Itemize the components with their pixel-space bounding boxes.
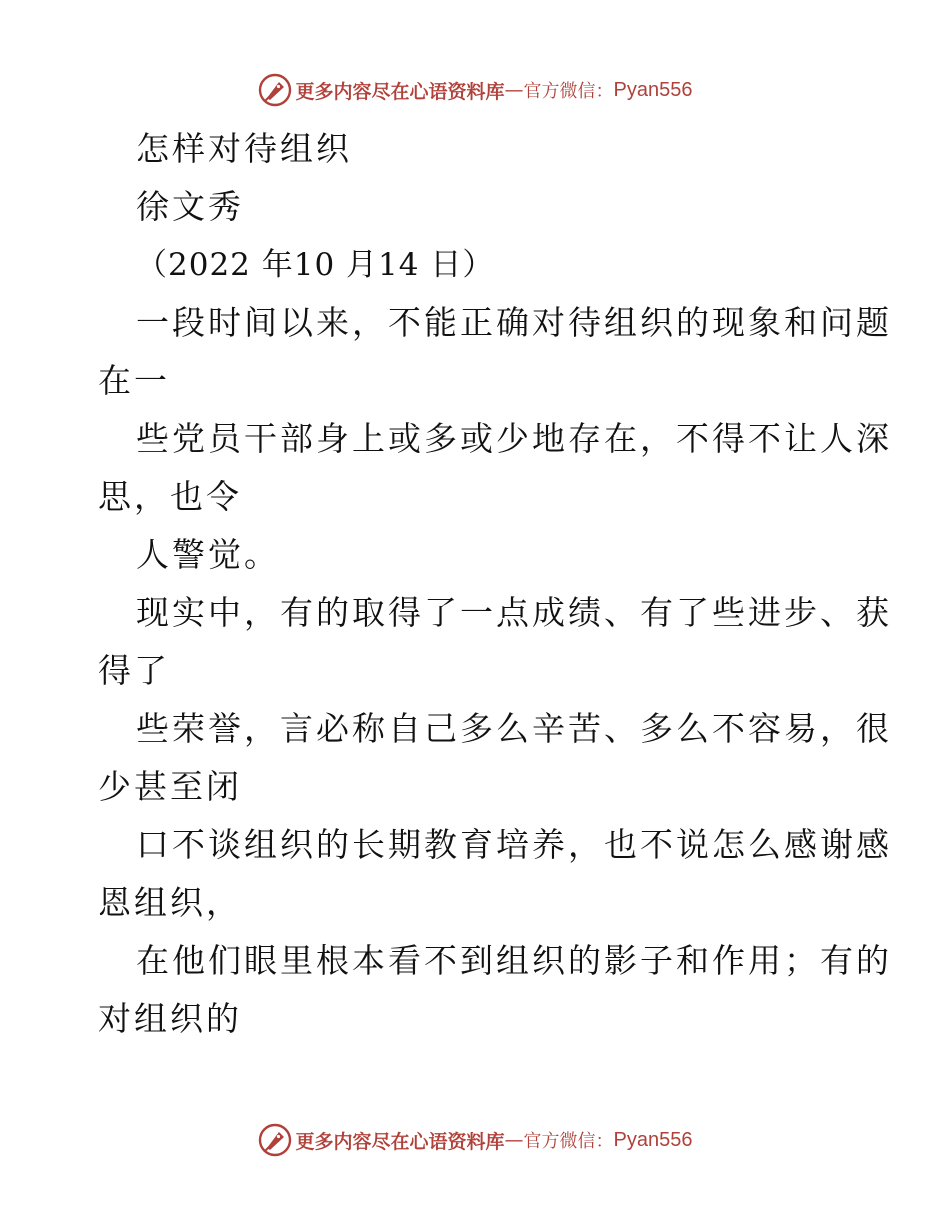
banner-wechat-id: Pyan556 bbox=[613, 78, 693, 101]
paragraph-line: 口不谈组织的长期教育培养，也不说怎么感谢感 bbox=[136, 825, 892, 864]
banner-wechat-id: Pyan556 bbox=[613, 1128, 693, 1151]
footer-banner bbox=[0, 1120, 950, 1160]
paragraph-line: 少甚至闭 bbox=[98, 767, 242, 806]
banner-title: 更多内容尽在心语资料库 bbox=[295, 80, 505, 103]
paragraph-line: 些荣誉，言必称自己多么辛苦、多么不容易，很 bbox=[136, 709, 892, 748]
banner-title: 更多内容尽在心语资料库 bbox=[295, 1130, 505, 1153]
paragraph-line: 对组织的 bbox=[98, 999, 242, 1038]
pen-nib-logo-icon bbox=[258, 73, 292, 107]
paragraph-line: 在一 bbox=[98, 361, 170, 400]
header-banner bbox=[0, 70, 950, 110]
banner-dash: — bbox=[504, 79, 524, 101]
doc-author: 徐文秀 bbox=[136, 187, 244, 226]
paragraph-line: 得了 bbox=[98, 651, 170, 690]
paragraph-line: 人警觉。 bbox=[136, 535, 280, 574]
paragraph-line: 一段时间以来，不能正确对待组织的现象和问题 bbox=[136, 303, 892, 342]
paragraph-line: 在他们眼里根本看不到组织的影子和作用；有的 bbox=[136, 941, 892, 980]
paragraph-line: 思，也令 bbox=[98, 477, 242, 516]
pen-nib-logo-icon bbox=[258, 1123, 292, 1157]
doc-date: （2022 年10 月14 日） bbox=[136, 247, 495, 283]
banner-dash: — bbox=[504, 1129, 524, 1151]
paragraph-line: 些党员干部身上或多或少地存在，不得不让人深 bbox=[136, 419, 892, 458]
paragraph-line: 现实中，有的取得了一点成绩、有了些进步、获 bbox=[136, 593, 892, 632]
doc-title: 怎样对待组织 bbox=[136, 129, 352, 168]
banner-wechat-label: 官方微信： bbox=[523, 1131, 614, 1152]
paragraph-line: 恩组织， bbox=[98, 883, 242, 922]
banner-wechat-label: 官方微信： bbox=[523, 81, 614, 102]
document-body bbox=[98, 120, 892, 1048]
